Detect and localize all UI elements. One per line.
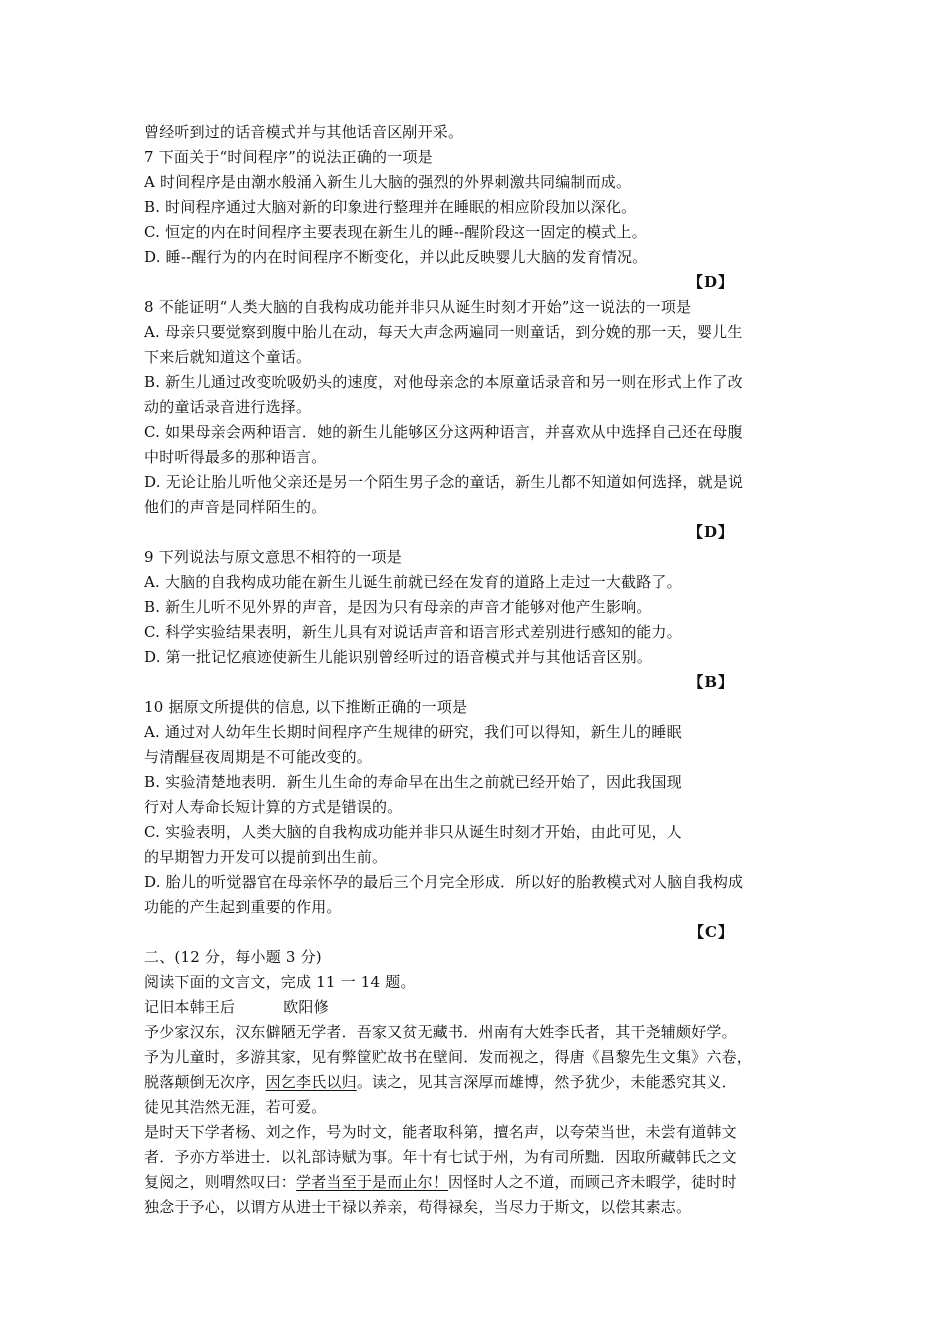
question-9-stem: 9 下列说法与原文意思不相符的一项是 bbox=[144, 548, 402, 566]
underlined-phrase: 因乞李氏以归 bbox=[265, 1073, 357, 1091]
underlined-phrase: 学者当至于是而止尔！ bbox=[296, 1173, 449, 1191]
question-10-option-d-cont: 功能的产生起到重要的作用。 bbox=[144, 898, 342, 916]
passage-text: 因怪时人之不道，而顾己齐未暇学，徒时时 bbox=[448, 1173, 737, 1191]
question-7-option-c: C. 恒定的内在时间程序主要表现在新生儿的睡--醒阶段这一固定的模式上。 bbox=[144, 223, 647, 241]
question-9-answer: 【B】 bbox=[688, 673, 734, 691]
question-10-option-c: C. 实验表明，人类大脑的自我构成功能并非只从诞生时刻才开始，由此可见，人 bbox=[144, 823, 682, 841]
question-8-answer: 【D】 bbox=[687, 523, 734, 541]
question-9-option-b: B. 新生儿听不见外界的声音，是因为只有母亲的声音才能够对他产生影响。 bbox=[144, 598, 652, 616]
question-8-option-a-cont: 下来后就知道这个童话。 bbox=[144, 348, 312, 366]
question-7-answer: 【D】 bbox=[687, 273, 734, 291]
question-9-option-c: C. 科学实验结果表明，新生儿具有对说话声音和语言形式差别进行感知的能力。 bbox=[144, 623, 682, 641]
question-10-option-a-cont: 与清醒昼夜周期是不可能改变的。 bbox=[144, 748, 373, 766]
question-8-option-b: B. 新生儿通过改变吮吸奶头的速度，对他母亲念的本原童话录音和另一则在形式上作了改 bbox=[144, 373, 743, 391]
question-10-option-c-cont: 的早期智力开发可以提前到出生前。 bbox=[144, 848, 388, 866]
question-7-option-b: B. 时间程序通过大脑对新的印象进行整理并在睡眠的相应阶段加以深化。 bbox=[144, 198, 637, 216]
intro-line: 曾经听到过的话音模式并与其他话音区剐开采。 bbox=[144, 123, 464, 141]
passage-line: 徒见其浩然无涯，若可爱。 bbox=[144, 1098, 327, 1116]
question-7-option-a: A 时间程序是由潮水般涌入新生儿大脑的强烈的外界刺激共同编制而成。 bbox=[144, 173, 632, 191]
question-10-option-d: D. 胎儿的听觉器官在母亲怀孕的最后三个月完全形成．所以好的胎教模式对人脑自我构成 bbox=[144, 873, 744, 891]
passage-text: 脱落颠倒无次序， bbox=[144, 1073, 266, 1091]
question-10-option-b-cont: 行对人寿命长短计算的方式是错误的。 bbox=[144, 798, 403, 816]
passage-line: 予少家汉东，汉东僻陋无学者．吾家又贫无藏书．州南有大姓李氏者，其干尧辅颇好学。 bbox=[144, 1023, 737, 1041]
passage-title: 记旧本韩王后 bbox=[144, 998, 236, 1016]
question-10-option-b: B. 实验清楚地表明．新生儿生命的寿命早在出生之前就已经开始了，因此我国现 bbox=[144, 773, 682, 791]
question-7-stem: 7 下面关于“时间程序”的说法正确的一项是 bbox=[144, 148, 433, 166]
question-8-stem: 8 不能证明“人类大脑的自我构成功能并非只从诞生时刻才开始”这一说法的一项是 bbox=[144, 298, 692, 316]
question-8-option-b-cont: 动的童话录音进行选择。 bbox=[144, 398, 312, 416]
section-2-heading: 二、(12 分，每小题 3 分) bbox=[144, 948, 322, 966]
question-8-option-c-cont: 中时听得最多的那种语言。 bbox=[144, 448, 327, 466]
passage-line: 是时天下学者杨、刘之作，号为时文，能者取科第，擅名声，以夸荣当世，未尝有道韩文 bbox=[144, 1123, 737, 1141]
passage-text: 。读之，见其言深厚而雄博，然予犹少，未能悉究其义． bbox=[356, 1073, 737, 1091]
passage-author: 欧阳修 bbox=[283, 998, 329, 1016]
question-9-option-a: A. 大脑的自我构成功能在新生儿诞生前就已经在发育的道路上走过一大截路了。 bbox=[144, 573, 682, 591]
document-page bbox=[144, 120, 814, 1220]
question-8-option-a: A. 母亲只要觉察到腹中胎儿在动，每天大声念两遍同一则童话，到分娩的那一天，婴儿生 bbox=[144, 323, 743, 341]
passage-line: 予为儿童时，多游其家，见有弊筐贮故书在壁间．发而视之，得唐《昌黎先生文集》六卷， bbox=[144, 1048, 753, 1066]
question-8-option-d: D. 无论让胎儿听他父亲还是另一个陌生男子念的童话，新生儿都不知道如何选择，就是说 bbox=[144, 473, 744, 491]
question-9-option-d: D. 第一批记忆痕迹使新生儿能识别曾经听过的语音模式并与其他话音区别。 bbox=[144, 648, 653, 666]
question-10-option-a: A. 通过对人幼年生长期时间程序产生规律的研究，我们可以得知，新生儿的睡眠 bbox=[144, 723, 682, 741]
section-2-instruction: 阅读下面的文言文，完成 11 一 14 题。 bbox=[144, 973, 416, 991]
question-10-answer: 【C】 bbox=[689, 923, 734, 941]
passage-line bbox=[144, 1070, 814, 1095]
passage-title-line bbox=[144, 995, 814, 1020]
question-8-option-c: C. 如果母亲会两种语言．她的新生儿能够区分这两种语言，并喜欢从中选择自己还在母腹 bbox=[144, 423, 743, 441]
question-10-stem: 10 据原文所提供的信息, 以下推断正确的一项是 bbox=[144, 698, 468, 716]
passage-text: 复阅之，则喟然叹曰： bbox=[144, 1173, 297, 1191]
passage-line bbox=[144, 1170, 814, 1195]
question-7-option-d: D. 睡--醒行为的内在时间程序不断变化，并以此反映婴儿大脑的发育情况。 bbox=[144, 248, 648, 266]
question-8-option-d-cont: 他们的声音是同样陌生的。 bbox=[144, 498, 327, 516]
passage-line: 者．予亦方举进士．以礼部诗赋为事。年十有七试于州，为有司所黜．因取所藏韩氏之文 bbox=[144, 1148, 737, 1166]
passage-line: 独念于予心，以谓方从进士干禄以养亲，苟得禄矣，当尽力于斯文，以偿其素志。 bbox=[144, 1198, 692, 1216]
